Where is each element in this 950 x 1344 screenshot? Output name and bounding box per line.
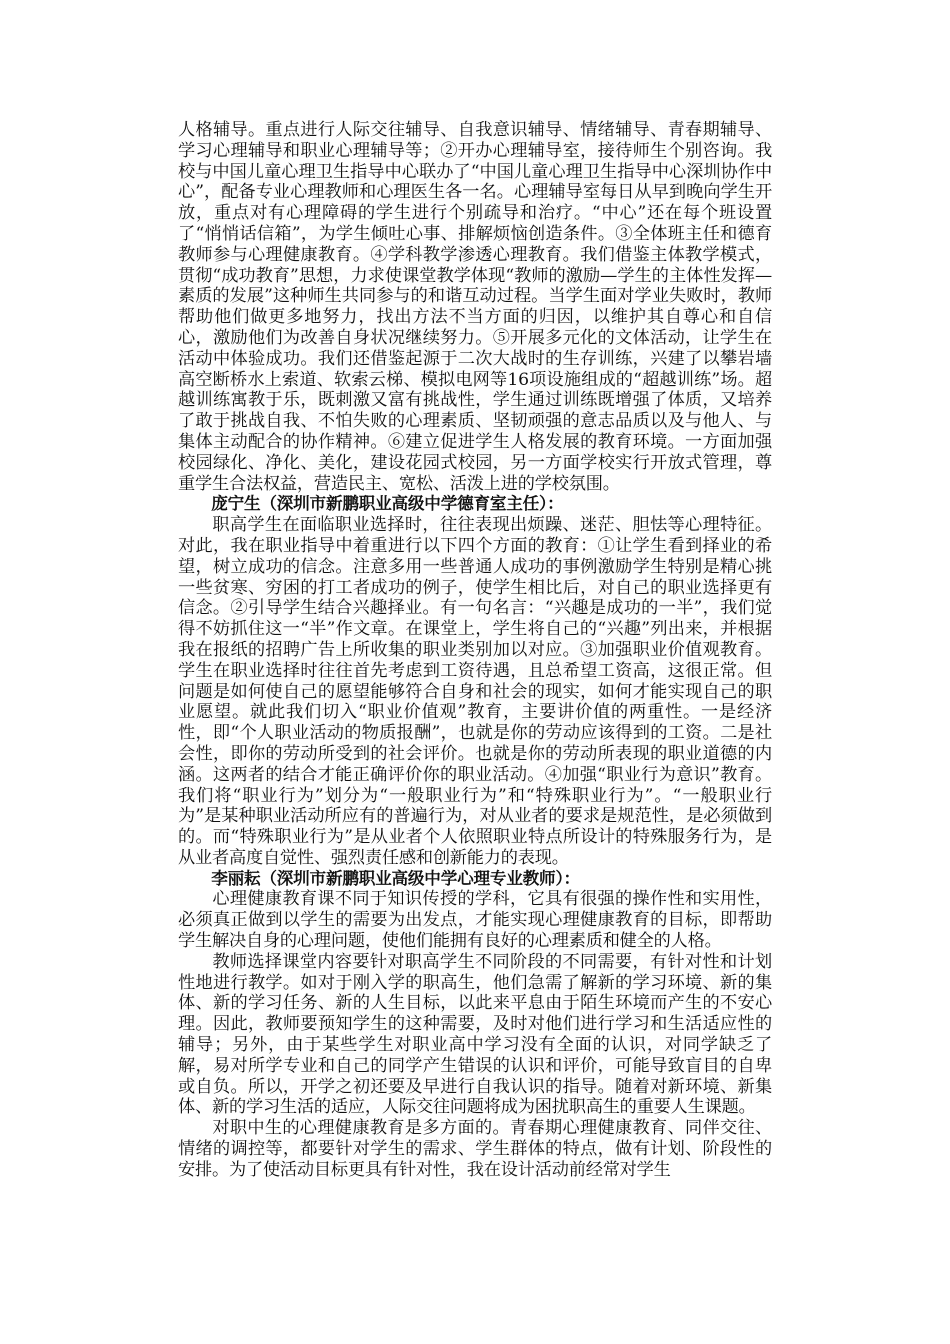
body-paragraph: 对职中生的心理健康教育是多方面的。青春期心理健康教育、同伴交往、情绪的调控等，都要针对学生的需求、学生群体的特点，做有计划、阶段性的安排。为了使活动目标更具有针对性，我在设计活动前经常对学生 [178, 1118, 772, 1180]
body-paragraph: 职高学生在面临职业选择时，往往表现出烦躁、迷茫、胆怯等心理特征。对此，我在职业指导中着重进行以下四个方面的教育：①让学生看到择业的希望，树立成功的信念。注意多用一些普通人成功的事例激励学生特别是精心挑一些贫寒、穷困的打工者成功的例子，使学生相比后，对自己的职业选择更有信念。②引导学生结合兴趣择业。有一句名言：“兴趣是成功的一半”，我们觉得不妨抓住这一“半”作文章。在课堂上，学生将自己的“兴趣”列出来，并根据我在报纸的招聘广告上所收集的职业类别加以对应。③加强职业价值观教育。学生在职业选择时往往首先考虑到工资待遇，且总希望工资高，这很正常。但问题是如何使自己的愿望能够符合自身和社会的现实，如何才能实现自己的职业愿望。就此我们切入“职业价值观”教育，主要讲价值的两重性。一是经济性，即“个人职业活动的物质报酬”，也就是你的劳动应该得到的工资。二是社会性，即你的劳动所受到的社会评价。也就是你的劳动所表现的职业道德的内涵。这两者的结合才能正确评价你的职业活动。④加强“职业行为意识”教育。我们将“职业行为”划分为“一般职业行为”和“特殊职业行为”。“一般职业行为”是某种职业活动所应有的普遍行为，对从业者的要求是规范性，是必须做到的。而“特殊职业行为”是从业者个人依照职业特点所设计的特殊服务行为，是从业者高度自觉性、强烈责任感和创新能力的表现。 [178, 515, 772, 868]
body-paragraph: 心理健康教育课不同于知识传授的学科，它具有很强的操作性和实用性，必须真正做到以学生的需要为出发点，才能实现心理健康教育的目标，即帮助学生解决自身的心理问题，使他们能拥有良好的心理素质和健全的人格。 [178, 889, 772, 952]
body-paragraph: 教师选择课堂内容要针对职高学生不同阶段的不同需要，有针对性和计划性地进行教学。如对于刚入学的职高生，他们急需了解新的学习环境、新的集体、新的学习任务、新的人生目标，以此来平息由于陌生环境而产生的不安心理。因此，教师要预知学生的这种需要，及时对他们进行学习和生活适应性的辅导；另外，由于某些学生对职业高中学习没有全面的认识，对同学缺乏了解，易对所学专业和自己的同学产生错误的认识和评价，可能导致盲目的自卑或自负。所以，开学之初还要及早进行自我认识的指导。随着对新环境、新集体、新的学习生活的适应，人际交往问题将成为困扰职高生的重要人生课题。 [178, 951, 772, 1118]
document-body [178, 120, 772, 1181]
speaker-heading-pang-ningsheng: 庞宁生（深圳市新鹏职业高级中学德育室主任）： [211, 494, 564, 514]
speaker-heading-li-liyun: 李丽耘（深圳市新鹏职业高级中学心理专业教师）： [211, 868, 580, 888]
body-paragraph-continued: 人格辅导。重点进行人际交往辅导、自我意识辅导、情绪辅导、青春期辅导、学习心理辅导和职业心理辅导等；②开办心理辅导室，接待师生个别咨询。我校与中国儿童心理卫生指导中心联办了“中国儿童心理卫生指导中心深圳协作中心”，配备专业心理教师和心理医生各一名。心理辅导室每日从早到晚向学生开放，重点对有心理障碍的学生进行个别疏导和治疗。“中心”还在每个班设置了“悄悄话信箱”，为学生倾吐心事、排解烦恼创造条件。③全体班主任和德育教师参与心理健康教育。④学科教学渗透心理教育。我们借鉴主体教学模式，贯彻“成功教育”思想，力求使课堂教学体现“教师的激励—学生的主体性发挥—素质的发展”这种师生共同参与的和谐互动过程。当学生面对学业失败时，教师帮助他们做更多地努力，找出方法不当方面的归因，以维护其自尊心和自信心，激励他们为改善自身状况继续努力。⑤开展多元化的文体活动，让学生在活动中体验成功。我们还借鉴起源于二次大战时的生存训练，兴建了以攀岩墙高空断桥水上索道、软索云梯、模拟电网等16项设施组成的“超越训练”场。超越训练寓教于乐，既刺激又富有挑战性，学生通过训练既增强了体质，又培养了敢于挑战自我、不怕失败的心理素质、坚韧顽强的意志品质以及与他人、与集体主动配合的协作精神。⑥建立促进学生人格发展的教育环境。一方面加强校园绿化、净化、美化，建设花园式校园，另一方面学校实行开放式管理，尊重学生合法权益，营造民主、宽松、活泼上进的学校氛围。 [178, 120, 772, 494]
